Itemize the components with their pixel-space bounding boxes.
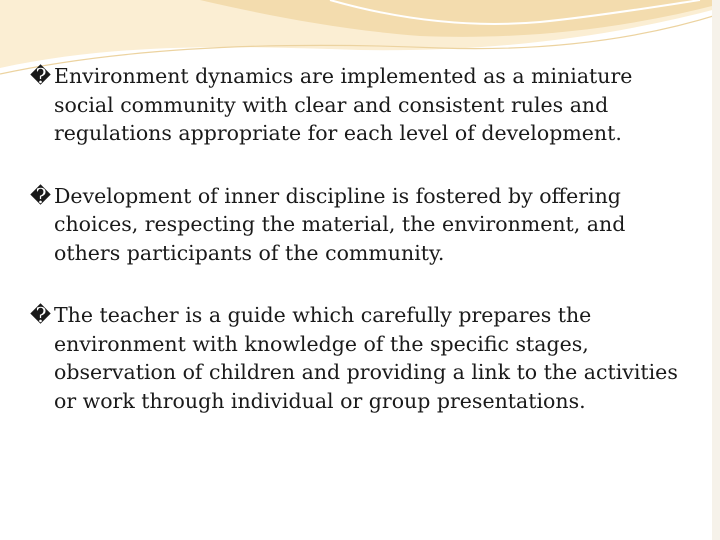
bullet-list <box>30 62 690 449</box>
right-edge-fade <box>712 0 720 540</box>
bullet-item <box>30 182 690 268</box>
bullet-item <box>30 62 690 148</box>
bullet-text: Development of inner discipline is fostered by offering choices, respecting the material, the environment, and others participants of the community. <box>54 183 626 265</box>
bullet-marker: � <box>30 64 52 88</box>
bullet-marker: � <box>30 183 52 208</box>
bullet-marker: � <box>30 303 52 327</box>
bullet-item <box>30 301 690 415</box>
bullet-text: Environment dynamics are implemented as a miniature social community with clear and consistent rules and regulations appropriate for each level of development. <box>54 64 633 145</box>
bullet-text: The teacher is a guide which carefully prepares the environment with knowledge of the specific stages, observation of children and providing a link to the activities or work through individual or group presentations. <box>54 303 678 413</box>
